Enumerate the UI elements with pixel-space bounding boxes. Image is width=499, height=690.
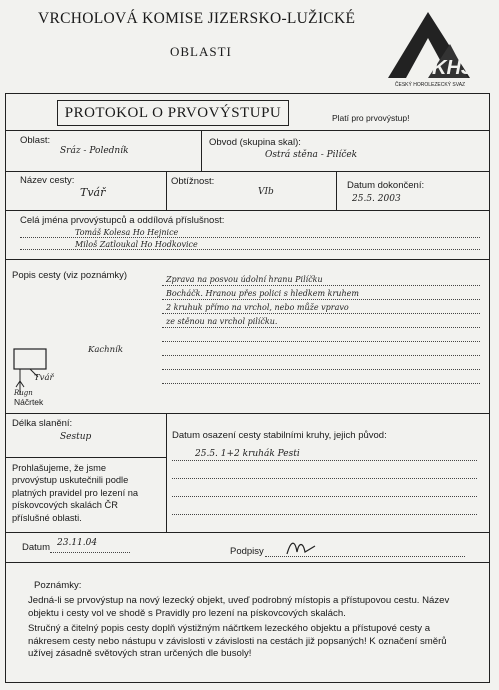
commission-title: VRCHOLOVÁ KOMISE JIZERSKO-LUŽICKÉ [38,10,356,27]
dotted-line [162,383,480,384]
jmena-line2: Miloš Zatloukal Ho Hodkovice [75,240,198,249]
jmena-label: Celá jména prvovýstupců a oddílová příslušnost: [20,215,225,226]
popis-line4: ze stěnou na vrchol pilíčku. [166,317,278,326]
popis-line1: Zprava na posvou údolní hranu Pilíčku [166,275,323,284]
valid-note: Platí pro prvovýstup! [332,113,410,123]
divider [6,259,489,260]
obtiznost-value: VIb [258,187,274,197]
sketch-label-rugn: Rugn [14,389,33,397]
osazeni-label: Datum osazení cesty stabilními kruhy, jejich původ: [172,430,387,441]
notes-paragraph: Stručný a čitelný popis cesty doplň výstižným náčrtkem lezeckého objektu a přístupové cesty a nákresem cesty nebo nástupu v závislosti v závislosti na cestách již popsaných! K označení směrů užívej zásadně světových stran určených dle busoly! [28,623,447,660]
oblast-label: Oblast: [20,135,51,146]
dotted-line [50,552,130,553]
nazev-label: Název cesty: [20,175,75,186]
prohlaseni-text: Prohlašujeme, že jsme prvovýstup uskutečnili podle platných pravidel pro lezení na pískovcových skalách ČR příslušné oblasti. [12,463,139,523]
dotted-line [162,285,480,286]
dotted-line [172,496,477,497]
sketch-label-kachnik: Kachník [88,345,123,355]
datum-dokonceni-label: Datum dokončení: [347,180,425,191]
divider [6,413,489,414]
dotted-line [162,369,480,370]
obtiznost-label: Obtížnost: [171,176,215,187]
divider [166,413,167,533]
dotted-line [172,514,477,515]
divider [6,171,489,172]
dotted-line [20,249,480,250]
podpisy-label: Podpisy [230,546,264,557]
notes-section [14,580,474,663]
oblast-value: Sráz - Poledník [60,146,129,156]
popis-line2: Bocháčk. Hranou přes polici s hledkem kruhem [166,289,359,298]
dotted-line [162,355,480,356]
dotted-line [162,327,480,328]
obvod-label: Obvod (skupina skal): [209,137,301,148]
dotted-line [162,341,480,342]
divider [336,171,337,210]
popis-label: Popis cesty (viz poznámky) [12,270,128,281]
divider [6,532,489,533]
commission-subtitle: OBLASTI [170,44,232,59]
datum-dokonceni-value: 25.5. 2003 [352,194,401,204]
jmena-line1: Tomáš Kolesa Ho Hejnice [75,228,179,237]
divider [6,210,489,211]
divider [6,562,489,563]
dotted-line [172,460,477,461]
osazeni-value: 25.5. 1+2 kruhák Pesti [195,449,300,459]
slaneni-label: Délka slanění: [12,418,73,429]
signature [285,538,325,563]
popis-line3: 2 kruhuk přímo na vrchol, nebo může vpravo [166,303,349,312]
divider [166,171,167,210]
nazev-value: Tvář [80,186,106,199]
sketch-label-tvar: Tvář [34,373,54,383]
logo-caption: ČESKÝ HOROLEZECKÝ SVAZ [394,82,466,88]
sketch-caption: Náčrtek [14,397,44,407]
logo-text: KHS [432,57,475,79]
notes-heading: Poznámky: [34,580,82,591]
obvod-value: Ostrá stěna - Pilíček [265,150,358,160]
dotted-line [172,478,477,479]
datum-value: 23.11.04 [57,538,98,548]
dotted-line [162,299,480,300]
dotted-line [162,313,480,314]
datum-label: Datum [22,542,50,553]
divider [6,457,166,458]
dotted-line [20,237,480,238]
divider [201,130,202,171]
slaneni-value: Sestup [60,432,92,442]
form-title: PROTOKOL O PRVOVÝSTUPU [57,100,289,126]
notes-paragraph: Jedná-li se prvovýstup na nový lezecký objekt, uveď podrobný místopis a přístupovou cestu. Název objektu i cesty vol ve shodě s Pravidly pro lezení na pískovcových skalách. [28,595,450,619]
divider [6,130,489,131]
